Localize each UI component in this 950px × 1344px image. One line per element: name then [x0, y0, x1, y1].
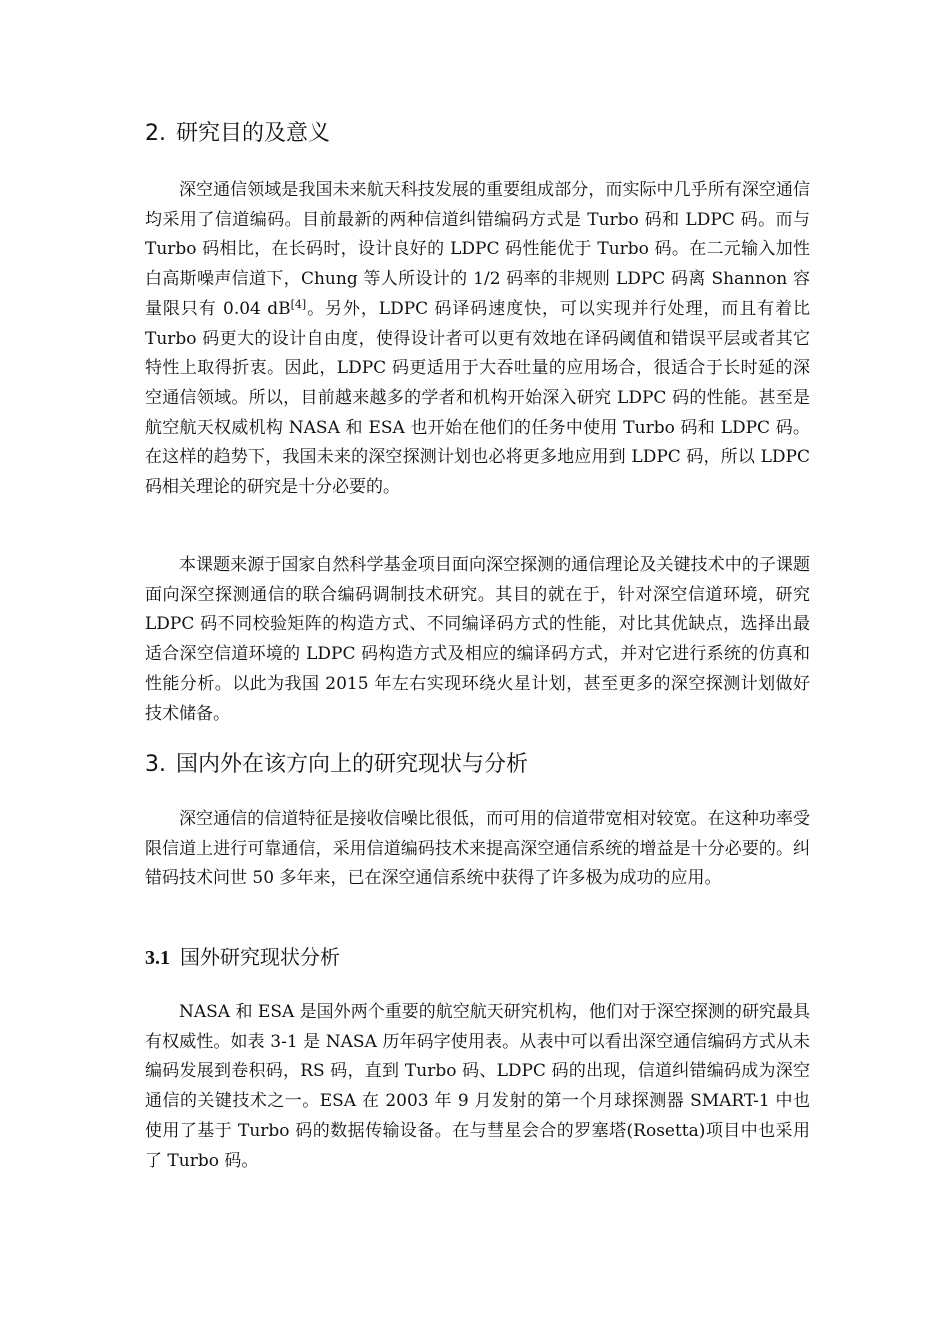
section-3-1-paragraph-1: NASA 和 ESA 是国外两个重要的航空航天研究机构，他们对于深空探测的研究最具有权威性。如表 3-1 是 NASA 历年码字使用表。从表中可以看出深空通信编码方式从未编码发展到卷积码，RS 码，直到 Turbo 码、LDPC 码的出现，信道纠错编码成为深空通信的关键技术之一。ESA 在 2003 年 9 月发射的第一个月球探测器 SMART-1 中也使用了基于 Turbo 码的数据传输设备。在与彗星会合的罗塞塔(Rosetta)项目中也采用了 Turbo 码。 — [145, 1002, 810, 1171]
section-2-paragraph-1-text-a: 深空通信领域是我国未来航天科技发展的重要组成部分，而实际中几乎所有深空通信均采用了信道编码。目前最新的两种信道纠错编码方式是 Turbo 码和 LDPC 码。而与 Turbo 码相比，在长码时，设计良好的 LDPC 码性能优于 Turbo 码。在二元输入加性白高斯噪声信道下，Chung 等人所设计的 1/2 码率的非规则 LDPC 码离 Shannon 容量限只有 0.04 dB — [145, 180, 810, 319]
section-3-1-title: 国外研究现状分析 — [180, 945, 340, 969]
section-3-number: 3. — [145, 752, 166, 777]
section-2-title: 研究目的及意义 — [176, 121, 331, 146]
section-2-paragraph-1-text-b: 。另外，LDPC 码译码速度快，可以实现并行处理，而且有着比 Turbo 码更大的设计自由度，使得设计者可以更有效地在译码阈值和错误平层或者其它特性上取得折衷。因此，LDPC 码更适用于大吞吐量的应用场合，很适合于长时延的深空通信领域。所以，目前越来越多的学者和机构开始深入研究 LDPC 码的性能。甚至是航空航天权威机构 NASA 和 ESA 也开始在他们的任务中使用 Turbo 码和 LDPC 码。在这样的趋势下，我国未来的深空探测计划也必将更多地应用到 LDPC 码，所以 LDPC 码相关理论的研究是十分必要的。 — [145, 298, 810, 498]
section-3-title: 国内外在该方向上的研究现状与分析 — [176, 752, 529, 777]
section-2-heading — [145, 119, 810, 149]
section-3-1-number: 3.1 — [145, 947, 170, 969]
section-3-paragraph-1: 深空通信的信道特征是接收信噪比很低，而可用的信道带宽相对较宽。在这种功率受限信道上进行可靠通信，采用信道编码技术来提高深空通信系统的增益是十分必要的。纠错码技术问世 50 多年来，已在深空通信系统中获得了许多极为成功的应用。 — [145, 809, 810, 889]
citation-4: [4] — [290, 297, 307, 311]
section-3-1-heading — [145, 943, 810, 972]
section-3-heading — [145, 750, 810, 780]
section-2-paragraph-2: 本课题来源于国家自然科学基金项目面向深空探测的通信理论及关键技术中的子课题面向深空探测通信的联合编码调制技术研究。其目的就在于，针对深空信道环境，研究 LDPC 码不同校验矩阵的构造方式、不同编译码方式的性能，对比其优缺点，选择出最适合深空信道环境的 LDPC 码构造方式及相应的编译码方式，并对它进行系统的仿真和性能分析。以此为我国 2015 年左右实现环绕火星计划，甚至更多的深空探测计划做好技术储备。 — [145, 555, 810, 724]
section-2-paragraph-1 — [145, 176, 810, 503]
section-2-number: 2. — [145, 121, 166, 146]
